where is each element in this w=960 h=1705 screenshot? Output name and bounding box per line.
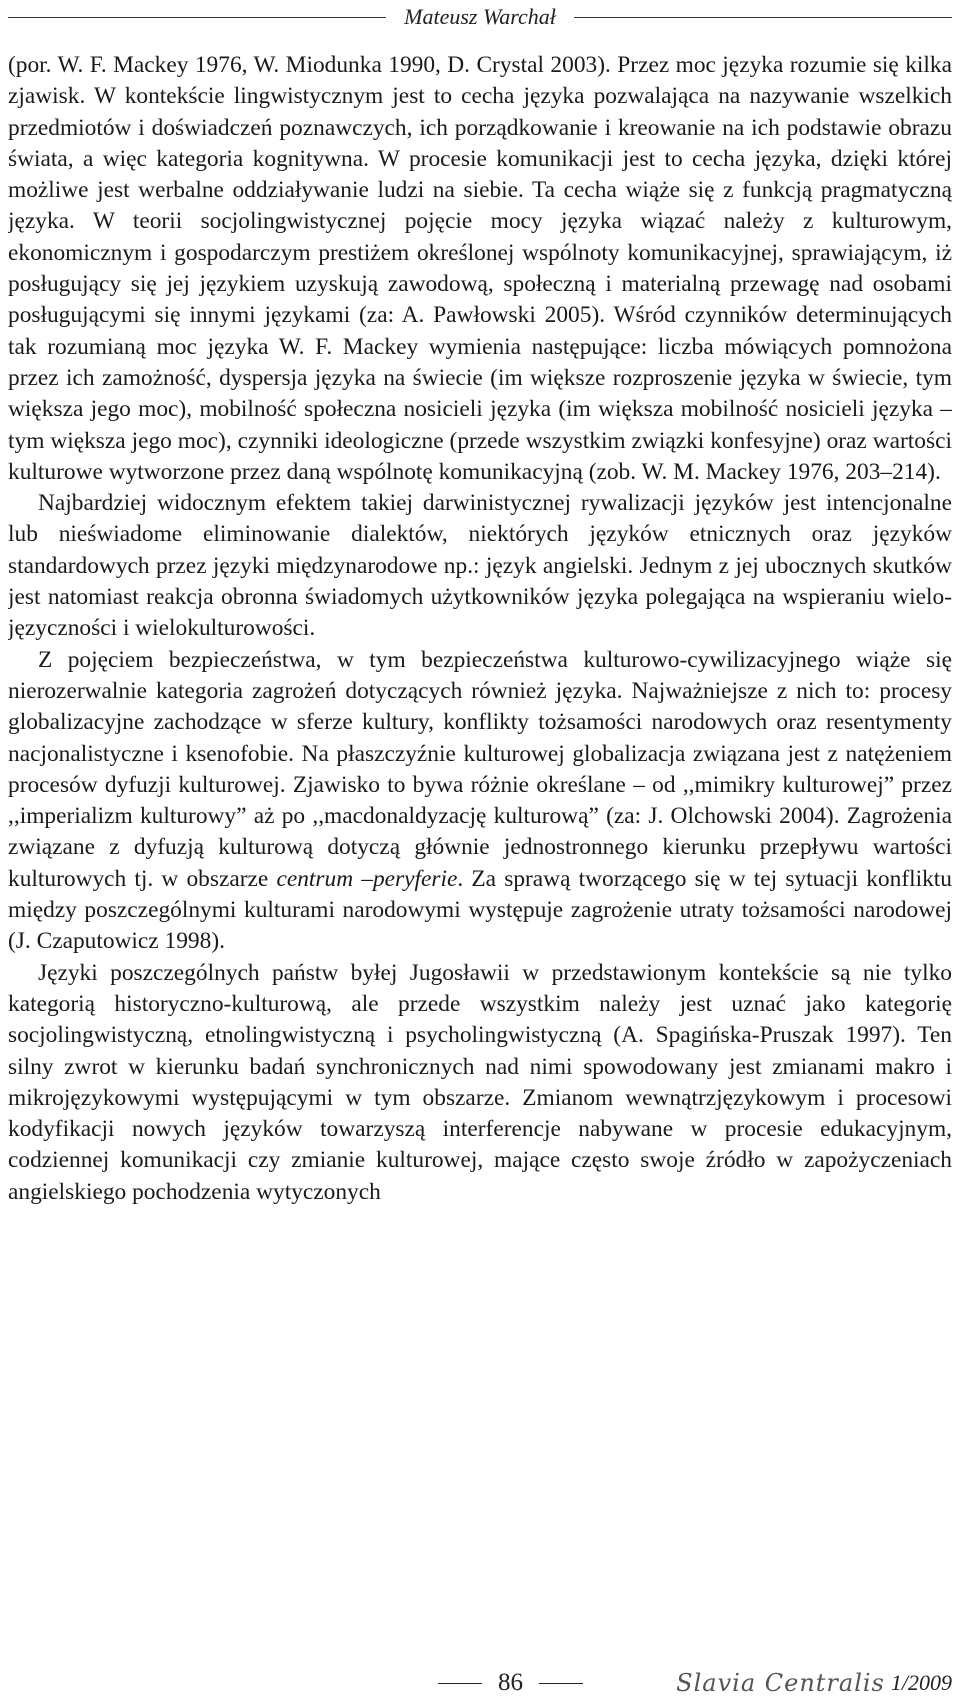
header-author: Mateusz Warchał xyxy=(404,4,556,29)
paragraph-3 xyxy=(8,645,952,958)
page-number-dash-left xyxy=(438,1683,482,1684)
paragraph-1-text: (por. W. F. Mackey 1976, W. Miodunka 1990, D. Crystal 2003). Przez moc języka rozumie się kilka zjawisk. W kontekście lingwistycznym jest to cecha języka pozwalająca na nazywanie wszelkich przedmiotów i doświadczeń poznawczych, ich porządkowanie i kreowanie na ich podstawie obrazu świata, a więc kategoria kognitywna. W procesie komunikacji jest to cecha języka, dzięki której możliwe jest werbalne oddziaływanie ludzi na siebie. Ta cecha wiąże się z funkcją pragmatyczną języka. W teorii socjolingwistycznej pojęcie mocy języka wiązać należy z kulturowym, ekonomicznym i gospodarczym prestiżem określonej wspólnoty komunikacyjnej, sprawiającym, iż posługujący się jej językiem uzyskują zawodową, społeczną i materialną przewagę nad osobami posługującymi się innymi językami (za: A. Pawłowski 2005). Wśród czynników determinujących tak rozumianą moc języka W. F. Mackey wymienia następujące: liczba mówiących pomnożona przez ich zamożność, dyspersja języka na świecie (im większe rozproszenie języka w świecie, tym większa jego moc), mobilność społeczna nosicieli języka (im większa mobilność nosicieli języka – tym większa jego moc), czynniki ideologiczne (przede wszystkim związki konfesyjne) oraz wartości kulturowe wytworzone przez daną wspólnotę komunikacyjną (zob. W. M. Mackey 1976, 203–214). xyxy=(8,52,952,485)
paragraph-3-text-a: Z pojęciem bezpieczeństwa, w tym bezpieczeństwa kulturowo-cywilizacyjnego wiąże się nierozerwalnie kategoria zagrożeń dotyczących również języka. Najważniejsze z nich to: procesy globalizacyjne zachodzące w sferze kultury, konflikty tożsamości narodowych oraz resentymenty nacjonalistyczne i ksenofobie. Na płaszczyźnie kulturowej globalizacja związana jest z natężeniem procesów dyfuzji kulturowej. Zjawisko to bywa różnie określane – od ,,mimikry kulturowej” przez ,,imperializm kulturowy” aż po ,,macdonaldyzację kulturową” (za: J. Olchowski 2004). Zagrożenia związane z dyfuzją kulturową dotyczą głównie jednostronnego kierunku przepływu wartości kulturowych tj. w obszarze xyxy=(8,646,952,892)
body-text xyxy=(8,50,952,1620)
page-footer xyxy=(0,1666,960,1700)
page-number-group xyxy=(438,1666,583,1700)
header-rule-left xyxy=(8,17,386,18)
running-header xyxy=(8,0,952,34)
paragraph-4: Języki poszczególnych państw byłej Jugosławii w przedstawionym kontekście są nie tylko kategorią historyczno-kulturową, ale przede wszystkim należy jest uznać jako kategorię socjolingwistyczną, etnolingwistyczną i psycholingwistyczną (A. Spagińska-Pruszak 1997). Ten silny zwrot w kierunku badań synchronicznych nad nimi spowodowany jest zmianami makro i mikrojęzykowymi występującymi w tym obszarze. Zmianom wewnątrzjęzykowym i procesowi kodyfikacji nowych języków towarzyszą interferencje nabywane w procesie edukacyjnym, codziennej komunikacji czy zmianie kulturowej, mające często swoje źródło w zapożyczeniach angielskiego pochodzenia wytyczonych xyxy=(8,959,952,1205)
journal-name: Slavia Centralis xyxy=(676,1669,885,1697)
journal-issue: 1/2009 xyxy=(890,1670,952,1695)
paragraph-2: Najbardziej widocznym efektem takiej darwinistycznej rywalizacji języków jest intencjonalne lub nieświadome eliminowanie dialektów, niektórych języków etnicznych oraz języków standardowych przez języki międzynarodowe np.: język angielski. Jednym z jej ubocznych skutków jest natomiast reakcja obronna świadomych użytkowników języka polegająca na wspieraniu wielojęzyczności i wielokulturowości. xyxy=(8,490,952,642)
header-rule-right xyxy=(574,17,952,18)
paragraph-3-text-b: . Za sprawą tworzącego się w tej sytuacji konfliktu między poszczególnymi kulturami narodowymi występuje zagrożenie utraty tożsamości narodowej (J. Czaputowicz 1998). xyxy=(8,865,952,955)
journal-mark xyxy=(676,1666,952,1700)
paragraph-1 xyxy=(8,50,952,488)
page-number-dash-right xyxy=(539,1683,583,1684)
page-number: 86 xyxy=(498,1669,523,1696)
paragraph-3-emphasis: centrum –peryferie xyxy=(276,865,458,892)
